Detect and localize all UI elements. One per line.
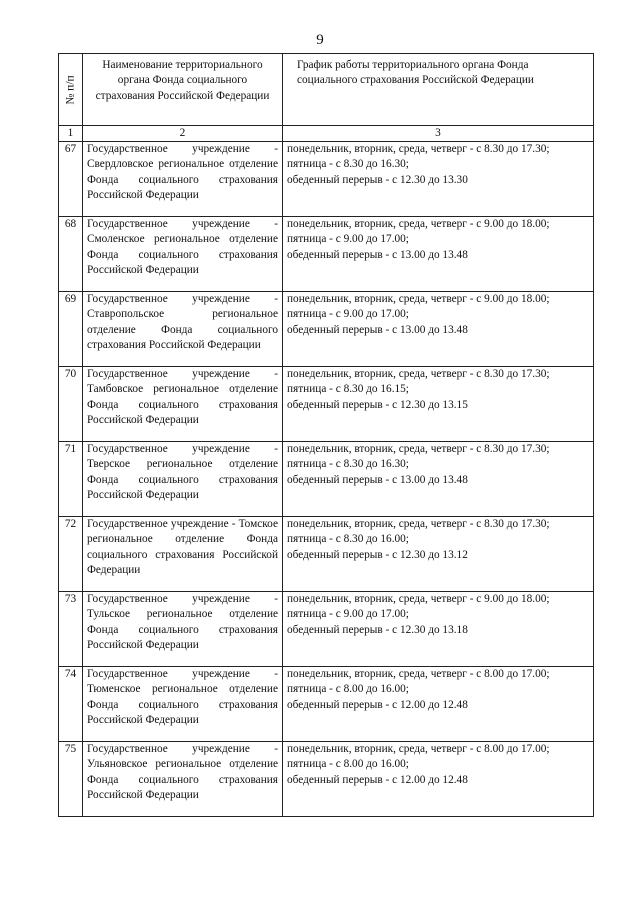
organization-name: Государственное учреждение - Тульское региональное отделение Фонда социального страхования Российской Федерации <box>83 592 283 667</box>
schedule-line: обеденный перерыв - с 12.30 до 13.12 <box>287 548 468 561</box>
schedule-line: обеденный перерыв - с 12.30 до 13.15 <box>287 398 468 411</box>
organization-name: Государственное учреждение - Тамбовское региональное отделение Фонда социального страхования Российской Федерации <box>83 367 283 442</box>
header-name: Наименование территориального органа Фонда социального страхования Российской Федерации <box>83 54 283 126</box>
column-number-row <box>59 126 594 142</box>
schedule-line: понедельник, вторник, среда, четверг - с 8.30 до 17.30; <box>287 368 550 380</box>
work-schedule <box>283 742 594 817</box>
row-number: 72 <box>59 517 83 592</box>
schedule-line: пятница - с 9.00 до 17.00; <box>287 308 409 321</box>
schedule-line: пятница - с 8.30 до 16.15; <box>287 383 409 396</box>
schedule-line: обеденный перерыв - с 13.00 до 13.48 <box>287 248 468 261</box>
organization-name: Государственное учреждение - Ульяновское региональное отделение Фонда социального страхования Российской Федерации <box>83 742 283 817</box>
schedule-line: пятница - с 8.00 до 16.00; <box>287 758 409 771</box>
organization-name: Государственное учреждение - Ставропольское региональное отделение Фонда социального страхования Российской Федерации <box>83 292 283 367</box>
organization-name: Государственное учреждение - Свердловское региональное отделение Фонда социального страхования Российской Федерации <box>83 142 283 217</box>
header-row <box>59 54 594 126</box>
organization-name: Государственное учреждение - Томское региональное отделение Фонда социального страхования Российской Федерации <box>83 517 283 592</box>
organization-name: Государственное учреждение - Тюменское региональное отделение Фонда социального страхования Российской Федерации <box>83 667 283 742</box>
work-schedule <box>283 667 594 742</box>
schedule-line: пятница - с 8.30 до 16.00; <box>287 533 409 546</box>
schedule-line: пятница - с 8.00 до 16.00; <box>287 683 409 696</box>
schedule-line: понедельник, вторник, среда, четверг - с 9.00 до 18.00; <box>287 293 550 305</box>
table-row <box>59 217 594 292</box>
schedule-line: обеденный перерыв - с 13.00 до 13.48 <box>287 323 468 336</box>
row-number: 74 <box>59 667 83 742</box>
work-schedule <box>283 442 594 517</box>
schedule-line: понедельник, вторник, среда, четверг - с 8.30 до 17.30; <box>287 443 550 455</box>
schedule-line: понедельник, вторник, среда, четверг - с 8.30 до 17.30; <box>287 518 550 530</box>
schedule-line: обеденный перерыв - с 12.30 до 13.18 <box>287 623 468 636</box>
schedule-line: понедельник, вторник, среда, четверг - с 9.00 до 18.00; <box>287 593 550 605</box>
table-row <box>59 292 594 367</box>
header-number <box>59 54 83 126</box>
row-number: 75 <box>59 742 83 817</box>
schedule-line: понедельник, вторник, среда, четверг - с 8.00 до 17.00; <box>287 668 550 680</box>
schedule-line: пятница - с 9.00 до 17.00; <box>287 233 409 246</box>
work-schedule <box>283 367 594 442</box>
schedule-line: пятница - с 8.30 до 16.30; <box>287 158 409 171</box>
column-number: 1 <box>59 126 83 142</box>
schedule-line: понедельник, вторник, среда, четверг - с 8.30 до 17.30; <box>287 143 550 155</box>
organization-name: Государственное учреждение - Тверское региональное отделение Фонда социального страхования Российской Федерации <box>83 442 283 517</box>
schedule-line: обеденный перерыв - с 12.30 до 13.30 <box>287 173 468 186</box>
table-row <box>59 142 594 217</box>
schedule-line: обеденный перерыв - с 13.00 до 13.48 <box>287 473 468 486</box>
schedule-line: понедельник, вторник, среда, четверг - с 9.00 до 18.00; <box>287 218 550 230</box>
row-number: 68 <box>59 217 83 292</box>
table-row <box>59 517 594 592</box>
column-number: 2 <box>83 126 283 142</box>
schedule-line: обеденный перерыв - с 12.00 до 12.48 <box>287 773 468 786</box>
schedule-line: пятница - с 8.30 до 16.30; <box>287 458 409 471</box>
schedule-line: пятница - с 9.00 до 17.00; <box>287 608 409 621</box>
table-row <box>59 442 594 517</box>
work-schedule <box>283 142 594 217</box>
column-number: 3 <box>283 126 594 142</box>
organization-name: Государственное учреждение - Смоленское региональное отделение Фонда социального страхования Российской Федерации <box>83 217 283 292</box>
work-schedule <box>283 517 594 592</box>
table-row <box>59 367 594 442</box>
schedule-table <box>58 53 594 817</box>
header-schedule: График работы территориального органа Фонда социального страхования Российской Федерации <box>283 54 594 126</box>
work-schedule <box>283 592 594 667</box>
schedule-line: обеденный перерыв - с 12.00 до 12.48 <box>287 698 468 711</box>
work-schedule <box>283 217 594 292</box>
header-number-label: № п/п <box>63 74 76 105</box>
schedule-line: понедельник, вторник, среда, четверг - с 8.00 до 17.00; <box>287 743 550 755</box>
row-number: 70 <box>59 367 83 442</box>
row-number: 69 <box>59 292 83 367</box>
table-row <box>59 742 594 817</box>
row-number: 73 <box>59 592 83 667</box>
work-schedule <box>283 292 594 367</box>
row-number: 71 <box>59 442 83 517</box>
page-number: 9 <box>316 32 324 48</box>
table-row <box>59 667 594 742</box>
table-row <box>59 592 594 667</box>
row-number: 67 <box>59 142 83 217</box>
